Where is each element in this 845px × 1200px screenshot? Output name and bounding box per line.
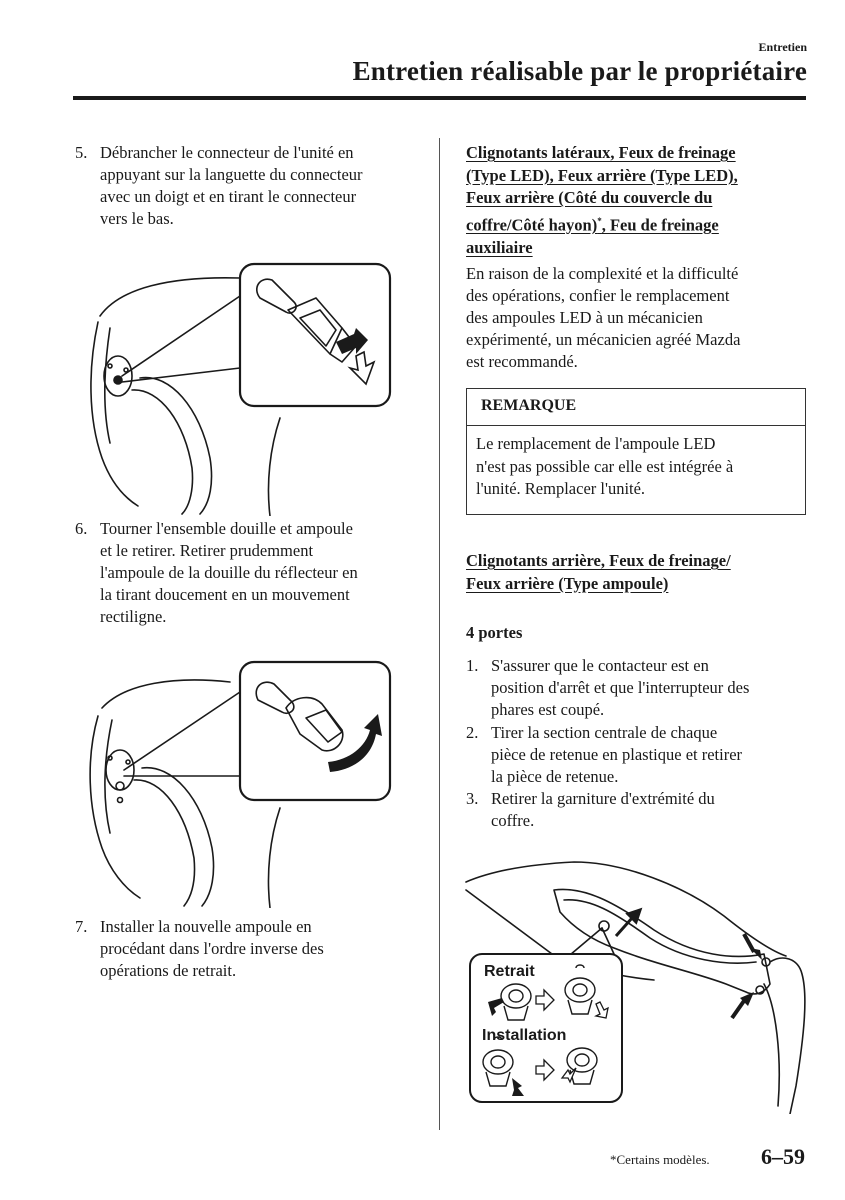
note-title: REMARQUE <box>467 389 805 426</box>
step-line: procédant dans l'ordre inverse des <box>100 939 324 958</box>
note-line: n'est pas possible car elle est intégrée à <box>476 456 734 476</box>
page-number: 6–59 <box>761 1144 805 1169</box>
step-line: l'ampoule de la douille du réflecteur en <box>100 563 358 582</box>
step-text <box>100 518 358 628</box>
socket-rotation-figure <box>80 658 420 908</box>
heading-line: Clignotants arrière, Feux de freinage/ <box>466 551 731 570</box>
step-line: Installer la nouvelle ampoule en <box>100 917 312 936</box>
footnote-marker: * <box>597 215 602 226</box>
retrait-label: Retrait <box>484 963 535 980</box>
step-2 <box>466 722 806 792</box>
step-line: opérations de retrait. <box>100 961 237 980</box>
step-line: rectiligne. <box>100 607 167 626</box>
heading-line: Feux arrière (Côté du couvercle du <box>466 188 713 207</box>
section-heading-bulb <box>466 550 731 595</box>
heading-line: Feux arrière (Type ampoule) <box>466 573 669 593</box>
led-paragraph <box>466 263 740 373</box>
step-1 <box>466 655 806 725</box>
clip-arrow-icon <box>616 910 640 936</box>
tire-outline <box>140 378 212 514</box>
heading-line: coffre/Côté hayon)*, Feu de freinage <box>466 215 719 234</box>
note-line: l'unité. Remplacer l'unité. <box>476 479 646 498</box>
trunk-trim-figure <box>464 856 810 1114</box>
step-line: avec un doigt et en tirant le connecteur <box>100 187 357 206</box>
step-line: S'assurer que le contacteur est en <box>491 656 709 675</box>
note-line: Le remplacement de l'ampoule LED <box>476 434 716 453</box>
step-line: vers le bas. <box>100 209 174 228</box>
step-line: position d'arrêt et que l'interrupteur des <box>491 678 750 697</box>
page-title: Entretien réalisable par le propriétaire <box>352 56 807 86</box>
footnote: *Certains modèles. <box>610 1152 710 1167</box>
heading-line: Clignotants latéraux, Feux de freinage <box>466 143 736 162</box>
step-line: pièce de retenue en plastique et retirer <box>491 745 743 764</box>
column-divider <box>439 138 440 1130</box>
step-number: 3. <box>466 789 479 808</box>
note-body <box>467 426 805 501</box>
para-line: des opérations, confier le remplacement <box>466 286 730 305</box>
trunk-lid-outline <box>466 862 786 956</box>
step-line: Tirer la section centrale de chaque <box>491 723 718 742</box>
step-number: 2. <box>466 723 479 742</box>
step-line: phares est coupé. <box>491 700 605 719</box>
connector-removal-figure <box>80 258 420 516</box>
step-number: 7. <box>75 917 88 936</box>
section-heading-led <box>466 142 738 259</box>
step-line: Tourner l'ensemble douille et ampoule <box>100 519 353 538</box>
step-line: la tirant doucement en un mouvement <box>100 585 350 604</box>
step-text <box>491 788 715 832</box>
subheading-4-doors: 4 portes <box>466 623 523 642</box>
para-line: En raison de la complexité et la difficulté <box>466 264 739 283</box>
step-6 <box>75 518 415 630</box>
para-line: expérimenté, un mécanicien agréé Mazda <box>466 330 741 349</box>
step-text <box>100 916 324 982</box>
step-text <box>491 655 749 721</box>
step-number: 1. <box>466 656 479 675</box>
note-box <box>466 388 806 515</box>
step-5 <box>75 142 415 232</box>
installation-label: Installation <box>482 1027 567 1044</box>
step-text <box>491 722 742 788</box>
para-line: des ampoules LED à un mécanicien <box>466 308 703 327</box>
step-7 <box>75 916 415 986</box>
title-rule <box>73 96 806 100</box>
heading-line: (Type LED), Feux arrière (Type LED), <box>466 165 738 185</box>
para-line: est recommandé. <box>466 352 578 371</box>
heading-line: auxiliaire <box>466 237 533 257</box>
step-line: coffre. <box>491 811 535 830</box>
step-text <box>100 142 363 230</box>
step-3 <box>466 788 806 836</box>
step-line: la pièce de retenue. <box>491 767 619 786</box>
step-number: 6. <box>75 519 88 538</box>
step-number: 5. <box>75 143 88 162</box>
step-line: Débrancher le connecteur de l'unité en <box>100 143 354 162</box>
step-line: Retirer la garniture d'extrémité du <box>491 789 715 808</box>
step-line: appuyant sur la languette du connecteur <box>100 165 363 184</box>
section-label: Entretien <box>758 40 807 54</box>
step-line: et le retirer. Retirer prudemment <box>100 541 314 560</box>
